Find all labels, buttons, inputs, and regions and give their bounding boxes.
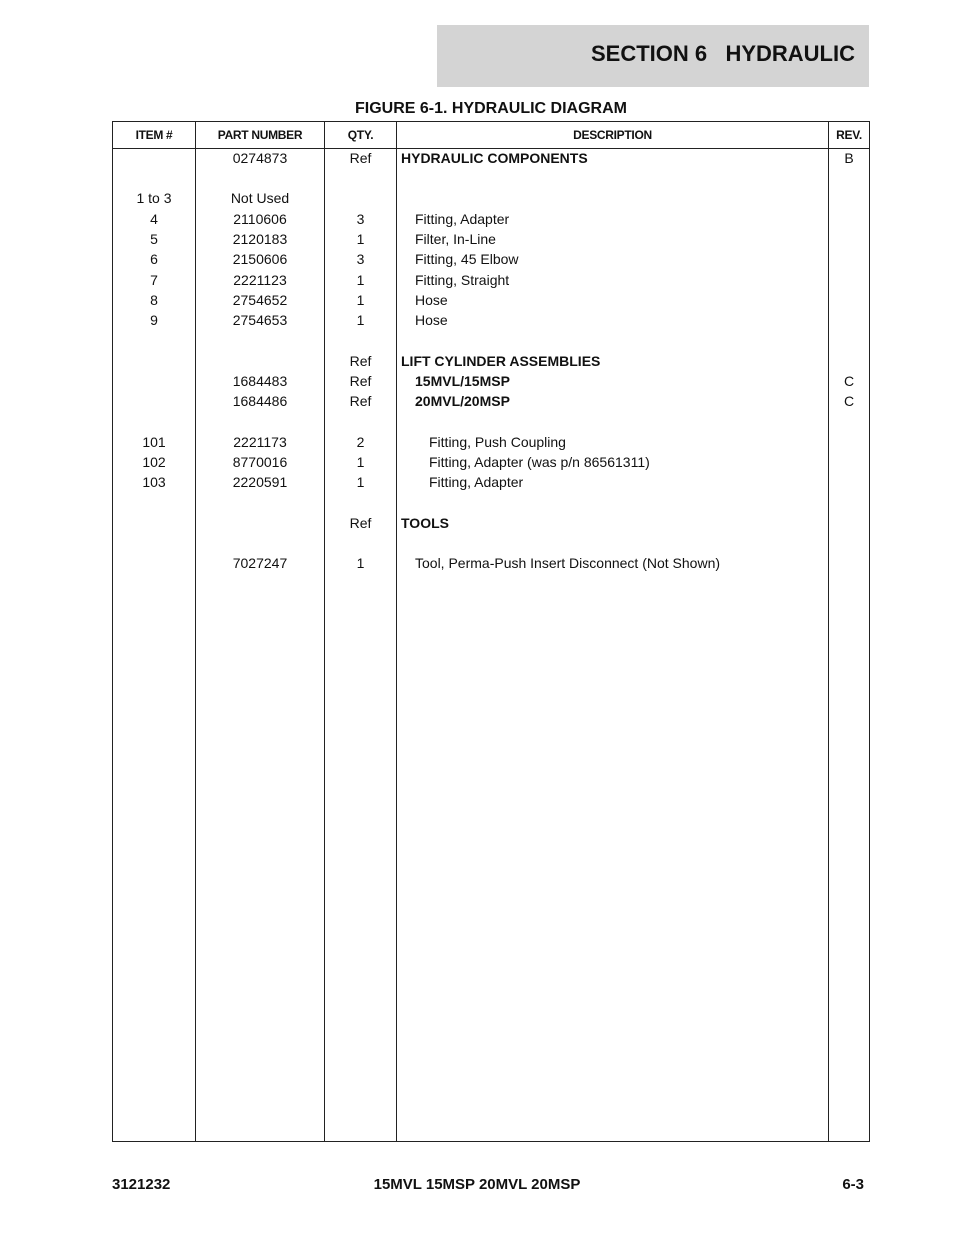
section-title: SECTION 6 HYDRAULIC [590, 41, 855, 66]
description-cell: 20MVL/20MSP [415, 393, 510, 409]
description-cell: 15MVL/15MSP [415, 373, 510, 389]
parts-table [112, 121, 870, 1142]
item-cell: 4 [150, 211, 158, 227]
rev-cell [829, 209, 869, 229]
table-row [113, 310, 869, 330]
part-number-cell: 0274873 [232, 150, 288, 166]
part-number-cell: 2754653 [232, 312, 288, 328]
part-number-cell: 8770016 [232, 454, 288, 470]
qty-cell: 1 [356, 555, 365, 571]
part-number-cell: 2754652 [232, 292, 288, 308]
part-number-cell [196, 513, 324, 533]
header-qty: QTY. [347, 128, 374, 142]
rev-cell [829, 290, 869, 310]
description-cell: Fitting, Straight [415, 272, 510, 288]
header-rev: REV. [836, 128, 862, 142]
qty-cell: 1 [356, 454, 365, 470]
table-row [113, 351, 869, 371]
item-cell [113, 553, 195, 573]
part-number-cell: 2110606 [233, 211, 287, 227]
figure-title: FIGURE 6-1. HYDRAULIC DIAGRAM [354, 100, 627, 117]
qty-cell: 1 [356, 474, 365, 490]
table-row [113, 229, 869, 249]
qty-cell: Ref [349, 515, 372, 531]
description-cell [397, 188, 845, 208]
part-number-cell: 1684486 [232, 393, 288, 409]
item-cell: 9 [150, 312, 158, 328]
qty-cell: Ref [349, 373, 372, 389]
qty-cell: 1 [356, 292, 365, 308]
description-cell: Hose [415, 292, 448, 308]
table-row [113, 148, 869, 168]
qty-cell: Ref [349, 393, 372, 409]
description-cell: Fitting, Adapter [415, 211, 510, 227]
rev-cell [829, 472, 869, 492]
item-cell [113, 371, 195, 391]
item-cell: 1 to 3 [136, 190, 172, 206]
part-number-cell: 2220591 [232, 474, 288, 490]
table-row [113, 188, 869, 208]
table-row [113, 391, 869, 411]
table-row [113, 249, 869, 269]
qty-cell: Ref [349, 150, 372, 166]
rev-cell [829, 513, 869, 533]
description-cell: TOOLS [401, 515, 449, 531]
rev-cell: C [843, 373, 855, 389]
part-number-cell [196, 351, 324, 371]
part-number-cell: 7027247 [232, 555, 288, 571]
page-number: 6-3 [842, 1176, 864, 1193]
rev-cell: C [843, 393, 855, 409]
part-number-cell: Not Used [230, 190, 290, 206]
rev-cell [829, 270, 869, 290]
table-row [113, 452, 869, 472]
item-cell: 103 [142, 474, 166, 490]
rev-cell [829, 452, 869, 472]
description-cell: Fitting, Adapter [429, 474, 524, 490]
rev-cell [829, 432, 869, 452]
table-row [113, 553, 869, 573]
table-row [113, 270, 869, 290]
section-header [437, 25, 869, 87]
item-cell: 5 [150, 231, 158, 247]
qty-cell [325, 188, 396, 208]
description-cell: LIFT CYLINDER ASSEMBLIES [401, 353, 601, 369]
document-number: 3121232 [112, 1176, 171, 1193]
table-row [113, 432, 869, 452]
qty-cell: 3 [356, 251, 365, 267]
table-row [113, 371, 869, 391]
table-row [113, 209, 869, 229]
qty-cell: 1 [356, 231, 365, 247]
rev-cell [829, 249, 869, 269]
part-number-cell: 2221123 [233, 272, 287, 288]
rev-cell [829, 351, 869, 371]
item-cell [113, 513, 195, 533]
description-cell: Hose [415, 312, 448, 328]
item-cell: 102 [142, 454, 166, 470]
part-number-cell: 2120183 [232, 231, 288, 247]
description-cell: Tool, Perma-Push Insert Disconnect (Not Shown) [415, 555, 721, 571]
rev-cell: B [844, 150, 854, 166]
table-row [113, 513, 869, 533]
rev-cell [829, 229, 869, 249]
qty-cell: 1 [356, 312, 365, 328]
item-cell: 6 [150, 251, 158, 267]
rev-cell [829, 310, 869, 330]
header-part-number: PART NUMBER [217, 128, 303, 142]
item-cell [113, 148, 195, 168]
item-cell: 101 [142, 434, 166, 450]
table-row [113, 290, 869, 310]
description-cell: HYDRAULIC COMPONENTS [401, 150, 588, 166]
item-cell: 8 [150, 292, 158, 308]
table-row [113, 472, 869, 492]
rev-cell [829, 553, 869, 573]
item-cell: 7 [150, 272, 158, 288]
description-cell: Fitting, Adapter (was p/n 86561311) [429, 454, 650, 470]
model-list: 15MVL 15MSP 20MVL 20MSP [373, 1176, 581, 1193]
item-cell [113, 351, 195, 371]
description-cell: Filter, In-Line [415, 231, 496, 247]
header-item: ITEM # [135, 128, 173, 142]
description-cell: Fitting, 45 Elbow [415, 251, 519, 267]
qty-cell: Ref [349, 353, 372, 369]
part-number-cell: 2150606 [232, 251, 288, 267]
qty-cell: 3 [356, 211, 365, 227]
rev-cell [829, 188, 869, 208]
part-number-cell: 1684483 [232, 373, 288, 389]
header-description: DESCRIPTION [573, 128, 652, 142]
qty-cell: 1 [356, 272, 365, 288]
item-cell [113, 391, 195, 411]
description-cell: Fitting, Push Coupling [429, 434, 566, 450]
qty-cell: 2 [356, 434, 365, 450]
part-number-cell: 2221173 [233, 434, 287, 450]
